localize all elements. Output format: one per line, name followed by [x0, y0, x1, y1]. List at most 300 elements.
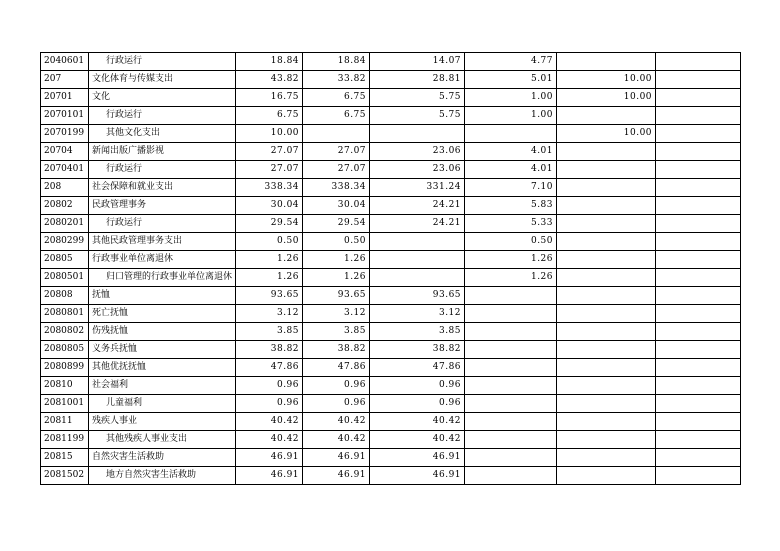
- subtotal-cell: [303, 161, 370, 179]
- name-cell-text: 其他文化支出: [106, 128, 161, 138]
- subtotal-cell-text: 46.91: [337, 452, 367, 462]
- public-cell: [465, 125, 557, 143]
- public-cell: [465, 341, 557, 359]
- code-cell-text: 2070101: [44, 110, 85, 120]
- basic-cell: [370, 125, 465, 143]
- basic-cell-text: 3.12: [438, 308, 462, 318]
- total-cell-text: 10.00: [270, 128, 300, 138]
- subtotal-cell: [303, 71, 370, 89]
- name-cell-text: 民政管理事务: [92, 200, 147, 210]
- table-row: [41, 233, 741, 251]
- public-cell: [465, 143, 557, 161]
- subtotal-cell-text: 38.82: [337, 344, 367, 354]
- basic-cell: [370, 467, 465, 485]
- public-cell: [465, 269, 557, 287]
- table-row: [41, 143, 741, 161]
- basic-cell: [370, 305, 465, 323]
- subtotal-cell: [303, 179, 370, 197]
- name-cell: [89, 107, 236, 125]
- other-cell: [656, 197, 741, 215]
- basic-cell: [370, 107, 465, 125]
- table-row: [41, 251, 741, 269]
- basic-cell: [370, 449, 465, 467]
- total-cell-text: 0.96: [276, 380, 300, 390]
- other-cell: [656, 467, 741, 485]
- subtotal-cell-text: 0.50: [343, 236, 367, 246]
- project-cell: [557, 431, 656, 449]
- table-row: [41, 323, 741, 341]
- name-cell: [89, 323, 236, 341]
- code-cell-text: 2080801: [44, 308, 85, 318]
- name-cell: [89, 269, 236, 287]
- basic-cell-text: 3.85: [438, 326, 462, 336]
- code-cell-text: 2070401: [44, 164, 85, 174]
- name-cell: [89, 89, 236, 107]
- basic-cell-text: 40.42: [432, 416, 462, 426]
- basic-cell-text: 23.06: [432, 164, 462, 174]
- other-cell: [656, 143, 741, 161]
- basic-cell: [370, 413, 465, 431]
- basic-cell-text: 40.42: [432, 434, 462, 444]
- project-cell: [557, 305, 656, 323]
- subtotal-cell: [303, 431, 370, 449]
- name-cell: [89, 431, 236, 449]
- project-cell: [557, 377, 656, 395]
- subtotal-cell: [303, 143, 370, 161]
- code-cell: [41, 197, 89, 215]
- other-cell: [656, 305, 741, 323]
- total-cell: [236, 215, 303, 233]
- total-cell: [236, 377, 303, 395]
- public-cell: [465, 179, 557, 197]
- basic-cell-text: 23.06: [432, 146, 462, 156]
- other-cell: [656, 269, 741, 287]
- public-cell-text: 5.01: [530, 74, 554, 84]
- total-cell-text: 40.42: [270, 434, 300, 444]
- subtotal-cell-text: 27.07: [337, 146, 367, 156]
- basic-cell: [370, 287, 465, 305]
- public-cell: [465, 53, 557, 71]
- total-cell: [236, 449, 303, 467]
- public-cell: [465, 377, 557, 395]
- subtotal-cell: [303, 359, 370, 377]
- subtotal-cell-text: 1.26: [343, 272, 367, 282]
- name-cell: [89, 377, 236, 395]
- basic-cell: [370, 71, 465, 89]
- other-cell: [656, 413, 741, 431]
- subtotal-cell: [303, 107, 370, 125]
- subtotal-cell: [303, 89, 370, 107]
- name-cell: [89, 197, 236, 215]
- other-cell: [656, 107, 741, 125]
- total-cell: [236, 71, 303, 89]
- total-cell-text: 18.84: [270, 56, 300, 66]
- subtotal-cell-text: 33.82: [337, 74, 367, 84]
- code-cell-text: 2040601: [44, 56, 85, 66]
- total-cell-text: 47.86: [270, 362, 300, 372]
- name-cell-text: 文化体育与传媒支出: [92, 74, 174, 84]
- code-cell-text: 20808: [44, 290, 73, 300]
- project-cell: [557, 233, 656, 251]
- table-row: [41, 431, 741, 449]
- basic-cell-text: 28.81: [432, 74, 462, 84]
- total-cell-text: 0.96: [276, 398, 300, 408]
- total-cell-text: 40.42: [270, 416, 300, 426]
- subtotal-cell-text: 6.75: [343, 110, 367, 120]
- name-cell: [89, 215, 236, 233]
- name-cell-text: 社会福利: [92, 380, 129, 390]
- name-cell: [89, 143, 236, 161]
- total-cell: [236, 269, 303, 287]
- code-cell-text: 20704: [44, 146, 73, 156]
- public-cell-text: 1.26: [530, 254, 554, 264]
- name-cell-text: 行政运行: [106, 164, 143, 174]
- subtotal-cell: [303, 449, 370, 467]
- other-cell: [656, 179, 741, 197]
- subtotal-cell: [303, 269, 370, 287]
- total-cell: [236, 341, 303, 359]
- name-cell-text: 残疾人事业: [92, 416, 138, 426]
- table-row: [41, 305, 741, 323]
- subtotal-cell-text: 338.34: [331, 182, 367, 192]
- total-cell-text: 93.65: [270, 290, 300, 300]
- subtotal-cell-text: 0.96: [343, 398, 367, 408]
- total-cell: [236, 161, 303, 179]
- public-cell: [465, 395, 557, 413]
- public-cell: [465, 251, 557, 269]
- name-cell-text: 伤残抚恤: [92, 326, 129, 336]
- subtotal-cell: [303, 215, 370, 233]
- name-cell-text: 地方自然灾害生活救助: [106, 470, 197, 480]
- name-cell-text: 社会保障和就业支出: [92, 182, 174, 192]
- name-cell-text: 归口管理的行政事业单位离退休: [106, 272, 233, 282]
- other-cell: [656, 323, 741, 341]
- table-row: [41, 359, 741, 377]
- subtotal-cell-text: 6.75: [343, 92, 367, 102]
- table-row: [41, 413, 741, 431]
- other-cell: [656, 53, 741, 71]
- code-cell: [41, 89, 89, 107]
- project-cell: [557, 89, 656, 107]
- code-cell-text: 2080299: [44, 236, 85, 246]
- basic-cell-text: 38.82: [432, 344, 462, 354]
- code-cell-text: 20802: [44, 200, 73, 210]
- code-cell: [41, 143, 89, 161]
- code-cell: [41, 395, 89, 413]
- basic-cell: [370, 323, 465, 341]
- table-row: [41, 89, 741, 107]
- total-cell-text: 38.82: [270, 344, 300, 354]
- name-cell: [89, 449, 236, 467]
- name-cell: [89, 341, 236, 359]
- basic-cell-text: 24.21: [432, 200, 462, 210]
- code-cell-text: 20811: [44, 416, 73, 426]
- public-cell: [465, 449, 557, 467]
- subtotal-cell-text: 18.84: [337, 56, 367, 66]
- code-cell-text: 2080805: [44, 344, 85, 354]
- table-row: [41, 53, 741, 71]
- table-row: [41, 395, 741, 413]
- code-cell: [41, 341, 89, 359]
- table-row: [41, 71, 741, 89]
- total-cell: [236, 467, 303, 485]
- name-cell-text: 行政运行: [106, 218, 143, 228]
- subtotal-cell-text: 93.65: [337, 290, 367, 300]
- basic-cell: [370, 233, 465, 251]
- budget-table: [40, 52, 741, 485]
- table-row: [41, 377, 741, 395]
- public-cell-text: 1.00: [530, 92, 554, 102]
- public-cell-text: 4.77: [530, 56, 554, 66]
- table-body: [41, 53, 741, 485]
- subtotal-cell: [303, 53, 370, 71]
- subtotal-cell-text: 3.12: [343, 308, 367, 318]
- total-cell-text: 29.54: [270, 218, 300, 228]
- public-cell-text: 5.83: [530, 200, 554, 210]
- name-cell: [89, 71, 236, 89]
- name-cell-text: 抚恤: [92, 290, 111, 300]
- name-cell-text: 文化: [92, 92, 111, 102]
- subtotal-cell: [303, 287, 370, 305]
- project-cell: [557, 143, 656, 161]
- subtotal-cell: [303, 251, 370, 269]
- subtotal-cell-text: 3.85: [343, 326, 367, 336]
- code-cell: [41, 359, 89, 377]
- subtotal-cell: [303, 395, 370, 413]
- other-cell: [656, 71, 741, 89]
- total-cell-text: 27.07: [270, 146, 300, 156]
- project-cell: [557, 215, 656, 233]
- project-cell-text: 10.00: [623, 128, 653, 138]
- basic-cell-text: 14.07: [432, 56, 462, 66]
- table-row: [41, 449, 741, 467]
- code-cell-text: 2080501: [44, 272, 85, 282]
- total-cell: [236, 431, 303, 449]
- name-cell: [89, 179, 236, 197]
- total-cell-text: 3.85: [276, 326, 300, 336]
- public-cell: [465, 431, 557, 449]
- total-cell: [236, 143, 303, 161]
- public-cell-text: 4.01: [530, 164, 554, 174]
- total-cell-text: 46.91: [270, 452, 300, 462]
- project-cell: [557, 251, 656, 269]
- basic-cell: [370, 161, 465, 179]
- total-cell: [236, 413, 303, 431]
- basic-cell: [370, 197, 465, 215]
- public-cell: [465, 161, 557, 179]
- name-cell-text: 儿童福利: [106, 398, 143, 408]
- subtotal-cell-text: 40.42: [337, 416, 367, 426]
- code-cell-text: 2070199: [44, 128, 85, 138]
- name-cell: [89, 395, 236, 413]
- basic-cell: [370, 215, 465, 233]
- basic-cell: [370, 359, 465, 377]
- subtotal-cell-text: 0.96: [343, 380, 367, 390]
- total-cell: [236, 359, 303, 377]
- subtotal-cell: [303, 233, 370, 251]
- subtotal-cell: [303, 377, 370, 395]
- basic-cell: [370, 251, 465, 269]
- name-cell-text: 行政运行: [106, 56, 143, 66]
- total-cell-text: 1.26: [276, 272, 300, 282]
- name-cell-text: 新闻出版广播影视: [92, 146, 165, 156]
- code-cell: [41, 71, 89, 89]
- code-cell: [41, 251, 89, 269]
- total-cell: [236, 395, 303, 413]
- basic-cell-text: 331.24: [426, 182, 462, 192]
- public-cell: [465, 215, 557, 233]
- code-cell: [41, 215, 89, 233]
- project-cell: [557, 467, 656, 485]
- public-cell-text: 7.10: [530, 182, 554, 192]
- subtotal-cell: [303, 197, 370, 215]
- project-cell: [557, 269, 656, 287]
- total-cell: [236, 287, 303, 305]
- public-cell: [465, 107, 557, 125]
- total-cell-text: 43.82: [270, 74, 300, 84]
- project-cell-text: 10.00: [623, 74, 653, 84]
- total-cell-text: 27.07: [270, 164, 300, 174]
- code-cell-text: 20805: [44, 254, 73, 264]
- total-cell-text: 6.75: [276, 110, 300, 120]
- basic-cell-text: 24.21: [432, 218, 462, 228]
- project-cell: [557, 449, 656, 467]
- total-cell-text: 0.50: [276, 236, 300, 246]
- code-cell-text: 2081199: [44, 434, 85, 444]
- basic-cell: [370, 143, 465, 161]
- project-cell: [557, 179, 656, 197]
- basic-cell: [370, 377, 465, 395]
- total-cell: [236, 233, 303, 251]
- project-cell: [557, 413, 656, 431]
- basic-cell: [370, 341, 465, 359]
- project-cell: [557, 287, 656, 305]
- table-row: [41, 197, 741, 215]
- basic-cell: [370, 53, 465, 71]
- total-cell-text: 30.04: [270, 200, 300, 210]
- total-cell: [236, 125, 303, 143]
- name-cell: [89, 305, 236, 323]
- other-cell: [656, 125, 741, 143]
- table-row: [41, 467, 741, 485]
- public-cell: [465, 359, 557, 377]
- table-row: [41, 341, 741, 359]
- public-cell: [465, 89, 557, 107]
- public-cell: [465, 413, 557, 431]
- name-cell: [89, 359, 236, 377]
- code-cell: [41, 107, 89, 125]
- name-cell: [89, 161, 236, 179]
- code-cell: [41, 287, 89, 305]
- public-cell: [465, 197, 557, 215]
- table-row: [41, 179, 741, 197]
- name-cell: [89, 53, 236, 71]
- name-cell-text: 义务兵抚恤: [92, 344, 138, 354]
- public-cell-text: 0.50: [530, 236, 554, 246]
- public-cell: [465, 305, 557, 323]
- other-cell: [656, 89, 741, 107]
- total-cell-text: 1.26: [276, 254, 300, 264]
- basic-cell-text: 47.86: [432, 362, 462, 372]
- basic-cell: [370, 179, 465, 197]
- code-cell: [41, 449, 89, 467]
- code-cell-text: 2080201: [44, 218, 85, 228]
- subtotal-cell-text: 46.91: [337, 470, 367, 480]
- other-cell: [656, 341, 741, 359]
- basic-cell: [370, 89, 465, 107]
- name-cell-text: 行政事业单位离退休: [92, 254, 174, 264]
- subtotal-cell-text: 1.26: [343, 254, 367, 264]
- basic-cell-text: 5.75: [438, 92, 462, 102]
- other-cell: [656, 377, 741, 395]
- table-row: [41, 287, 741, 305]
- code-cell: [41, 161, 89, 179]
- code-cell-text: 20810: [44, 380, 73, 390]
- public-cell: [465, 323, 557, 341]
- subtotal-cell: [303, 341, 370, 359]
- subtotal-cell: [303, 467, 370, 485]
- total-cell: [236, 179, 303, 197]
- public-cell: [465, 467, 557, 485]
- public-cell: [465, 233, 557, 251]
- subtotal-cell-text: 27.07: [337, 164, 367, 174]
- code-cell: [41, 269, 89, 287]
- other-cell: [656, 395, 741, 413]
- project-cell: [557, 395, 656, 413]
- total-cell-text: 3.12: [276, 308, 300, 318]
- total-cell: [236, 305, 303, 323]
- code-cell: [41, 53, 89, 71]
- name-cell-text: 自然灾害生活救助: [92, 452, 165, 462]
- basic-cell-text: 5.75: [438, 110, 462, 120]
- code-cell: [41, 233, 89, 251]
- name-cell-text: 其他民政管理事务支出: [92, 236, 183, 246]
- code-cell: [41, 377, 89, 395]
- code-cell: [41, 125, 89, 143]
- code-cell-text: 20701: [44, 92, 73, 102]
- basic-cell: [370, 431, 465, 449]
- total-cell-text: 16.75: [270, 92, 300, 102]
- subtotal-cell-text: 29.54: [337, 218, 367, 228]
- project-cell: [557, 197, 656, 215]
- total-cell: [236, 53, 303, 71]
- code-cell: [41, 305, 89, 323]
- table-row: [41, 161, 741, 179]
- code-cell-text: 2080899: [44, 362, 85, 372]
- subtotal-cell: [303, 413, 370, 431]
- basic-cell-text: 0.96: [438, 380, 462, 390]
- code-cell: [41, 431, 89, 449]
- total-cell-text: 46.91: [270, 470, 300, 480]
- public-cell: [465, 287, 557, 305]
- other-cell: [656, 215, 741, 233]
- other-cell: [656, 449, 741, 467]
- table-row: [41, 269, 741, 287]
- basic-cell-text: 46.91: [432, 452, 462, 462]
- name-cell: [89, 467, 236, 485]
- name-cell-text: 行政运行: [106, 110, 143, 120]
- basic-cell-text: 0.96: [438, 398, 462, 408]
- name-cell: [89, 125, 236, 143]
- other-cell: [656, 287, 741, 305]
- subtotal-cell: [303, 305, 370, 323]
- project-cell: [557, 71, 656, 89]
- project-cell: [557, 341, 656, 359]
- project-cell: [557, 53, 656, 71]
- code-cell: [41, 179, 89, 197]
- other-cell: [656, 359, 741, 377]
- project-cell: [557, 359, 656, 377]
